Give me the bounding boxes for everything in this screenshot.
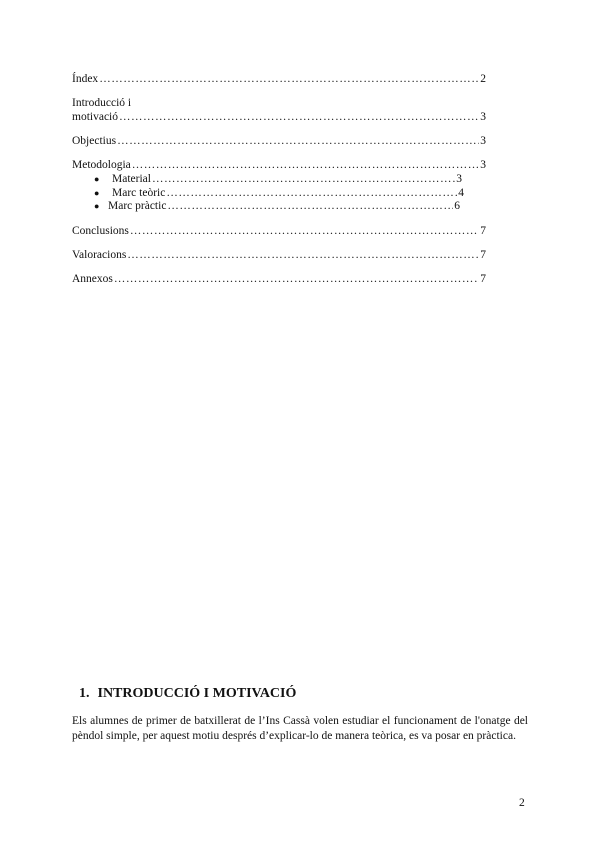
toc-leader	[99, 72, 479, 86]
toc-label: Valoracions	[72, 248, 127, 261]
toc-label: Marc teòric	[112, 186, 166, 199]
toc-subentry-marc-practic[interactable]	[94, 200, 460, 214]
toc-page: 2	[480, 73, 486, 85]
page-number: 2	[519, 797, 525, 809]
toc-leader	[114, 272, 479, 286]
section-body-paragraph: Els alumnes de primer de batxillerat de l’Ins Cassà volen estudiar el funcionament de l'onatge del pèndol simple, per aquest motiu després d’explicar-lo de manera teòrica, es va posar en pràctica.	[72, 715, 528, 742]
toc-entry-index[interactable]	[72, 72, 486, 86]
toc-entry-conclusions[interactable]	[72, 224, 486, 238]
toc-label: Introducció i	[72, 97, 132, 109]
section-title: INTRODUCCIÓ I MOTIVACIÓ	[97, 686, 297, 701]
toc-label: Annexos	[72, 272, 113, 285]
toc-label: Marc pràctic	[108, 200, 167, 212]
toc-entry-metodologia[interactable]	[72, 158, 486, 214]
toc-leader	[132, 158, 479, 172]
toc-subentry-marc-teoric[interactable]	[94, 187, 464, 201]
table-of-contents	[72, 72, 486, 296]
toc-leader	[130, 224, 479, 238]
toc-leader	[152, 173, 455, 187]
toc-entry-annexos[interactable]	[72, 272, 486, 286]
toc-label: Conclusions	[72, 224, 129, 237]
toc-label: Índex	[72, 73, 99, 85]
toc-page: 7	[480, 224, 486, 237]
toc-page: 7	[480, 248, 486, 261]
toc-leader	[127, 248, 479, 262]
toc-subentry-material[interactable]	[94, 173, 462, 187]
toc-page: 4	[458, 186, 464, 199]
toc-page: 3	[456, 173, 462, 185]
toc-leader	[117, 134, 479, 148]
toc-page: 3	[480, 159, 486, 171]
toc-page: 6	[454, 200, 460, 212]
section-heading	[79, 686, 296, 702]
toc-entry-objectius[interactable]	[72, 134, 486, 148]
bullet-icon: ●	[94, 174, 100, 184]
bullet-icon: ●	[94, 201, 100, 211]
toc-page: 7	[480, 272, 486, 285]
toc-leader	[119, 110, 479, 124]
toc-label: Material	[112, 173, 151, 185]
toc-entry-intro[interactable]	[72, 96, 486, 124]
toc-page: 3	[480, 111, 486, 123]
toc-leader	[166, 187, 457, 201]
toc-label-continued: motivació	[72, 111, 118, 123]
toc-sublist	[72, 173, 486, 214]
toc-label: Objectius	[72, 135, 117, 147]
toc-entry-valoracions[interactable]	[72, 248, 486, 262]
bullet-icon: ●	[94, 187, 100, 198]
toc-leader	[167, 200, 453, 214]
section-number: 1.	[79, 686, 90, 701]
toc-page: 3	[480, 135, 486, 147]
toc-label: Metodologia	[72, 159, 131, 171]
